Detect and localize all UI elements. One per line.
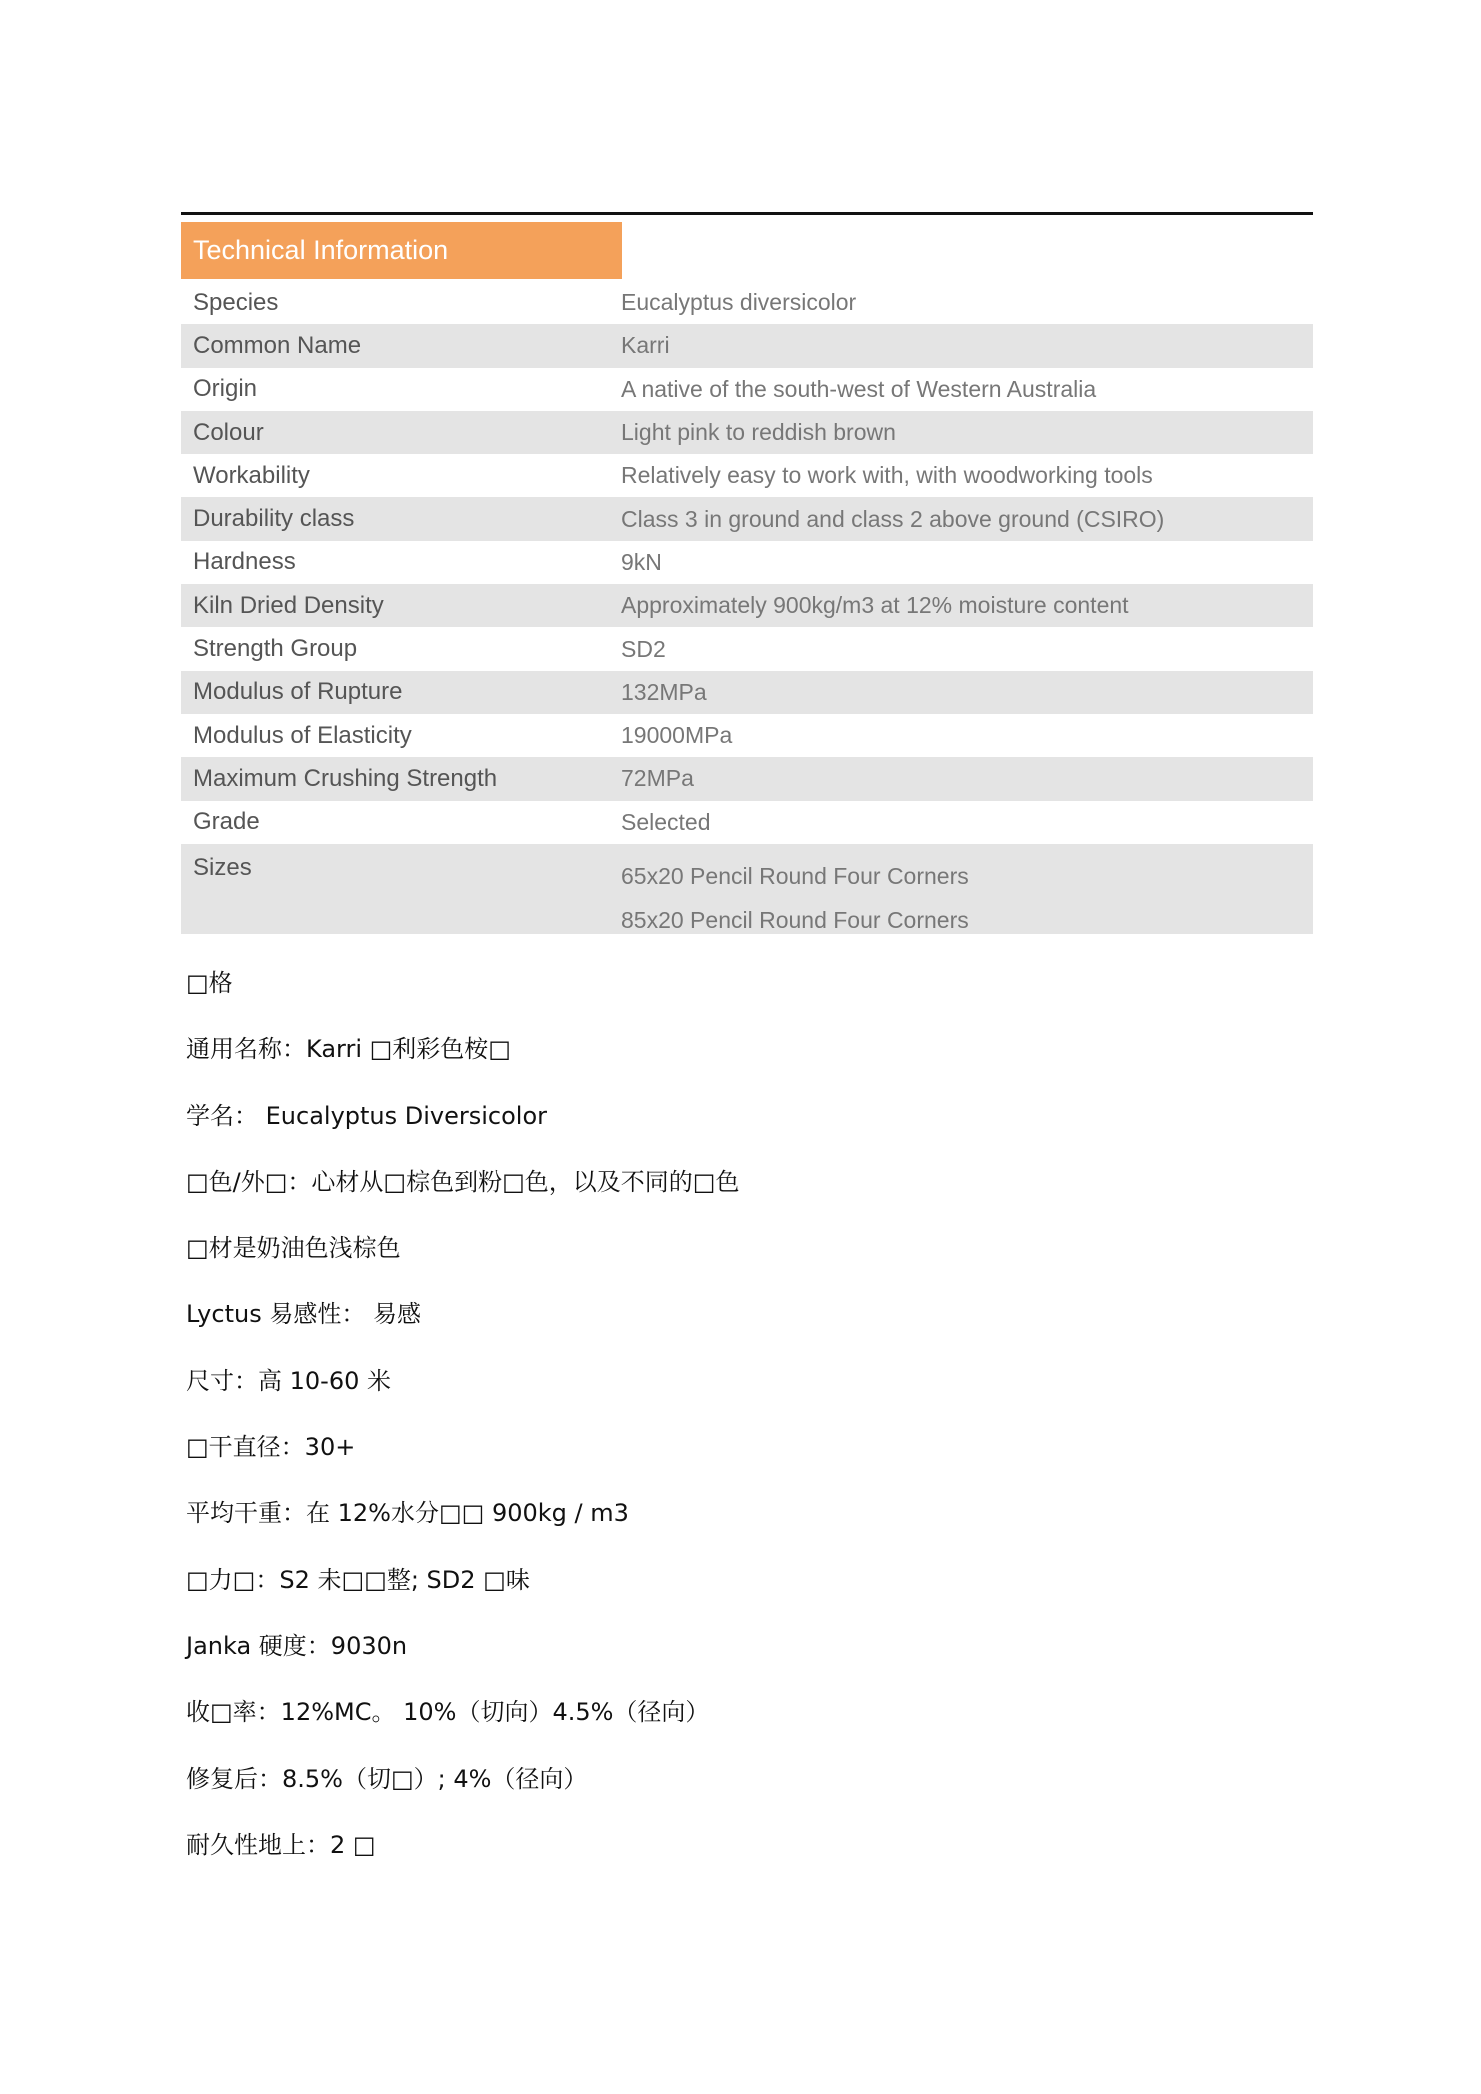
row-value: 9kN bbox=[621, 548, 662, 575]
row-key: Durability class bbox=[193, 505, 355, 533]
row-key: Sizes bbox=[193, 853, 252, 881]
row-value: Relatively easy to work with, with woodworking tools bbox=[621, 462, 1153, 489]
row-key: Kiln Dried Density bbox=[193, 591, 384, 619]
table-row bbox=[181, 541, 1313, 584]
table-row bbox=[181, 324, 1313, 367]
note-line: 尺寸：高 10-60 米 bbox=[186, 1366, 391, 1395]
row-value: Approximately 900kg/m3 at 12% moisture content bbox=[621, 592, 1129, 619]
row-key: Hardness bbox=[193, 548, 296, 576]
table-row bbox=[181, 411, 1313, 454]
table-row bbox=[181, 671, 1313, 714]
row-key: Grade bbox=[193, 808, 260, 836]
note-line: 修复后：8.5%（切□）; 4%（径向） bbox=[186, 1764, 588, 1793]
note-line: □材是奶油色浅棕色 bbox=[186, 1234, 401, 1263]
table-row bbox=[181, 714, 1313, 757]
row-value: SD2 bbox=[621, 635, 666, 662]
row-value: 132MPa bbox=[621, 678, 707, 705]
table-row bbox=[181, 584, 1313, 627]
row-value: Eucalyptus diversicolor bbox=[621, 289, 857, 316]
row-key: Modulus of Elasticity bbox=[193, 721, 412, 749]
note-line: Janka 硬度：9030n bbox=[186, 1631, 408, 1660]
note-line: 学名： Eucalyptus Diversicolor bbox=[186, 1101, 548, 1130]
row-key: Species bbox=[193, 288, 279, 316]
row-value: Class 3 in ground and class 2 above ground (CSIRO) bbox=[621, 505, 1165, 532]
table-row bbox=[181, 454, 1313, 497]
note-line: 收□率：12%MC。 10%（切向）4.5%（径向） bbox=[186, 1698, 710, 1727]
row-key: Modulus of Rupture bbox=[193, 678, 403, 706]
note-line: □色/外□：心材从□棕色到粉□色，以及不同的□色 bbox=[186, 1167, 740, 1196]
row-key: Strength Group bbox=[193, 635, 358, 663]
technical-information-table bbox=[181, 212, 1313, 934]
note-line: 耐久性地上：2 □ bbox=[186, 1830, 376, 1859]
row-value: Light pink to reddish brown bbox=[621, 419, 896, 446]
row-value: 72MPa bbox=[621, 765, 694, 792]
note-line: Lyctus 易感性： 易感 bbox=[186, 1300, 421, 1329]
row-key: Maximum Crushing Strength bbox=[193, 764, 498, 792]
table-row bbox=[181, 281, 1313, 324]
row-key: Colour bbox=[193, 418, 264, 446]
row-key: Common Name bbox=[193, 331, 362, 359]
table-header-row bbox=[181, 215, 1313, 281]
row-value: 19000MPa bbox=[621, 722, 733, 749]
note-line: □力□：S2 未□□整; SD2 □味 bbox=[186, 1565, 530, 1594]
table-row bbox=[181, 757, 1313, 800]
row-value-list bbox=[621, 844, 1313, 942]
row-value: A native of the south-west of Western Australia bbox=[621, 375, 1097, 402]
size-item: 85x20 Pencil Round Four Corners bbox=[621, 906, 969, 933]
row-value: Selected bbox=[621, 808, 711, 835]
table-row bbox=[181, 801, 1313, 844]
table-row bbox=[181, 368, 1313, 411]
row-key: Workability bbox=[193, 461, 310, 489]
size-item: 65x20 Pencil Round Four Corners bbox=[621, 862, 969, 889]
table-row bbox=[181, 627, 1313, 670]
note-line: □干直径：30+ bbox=[186, 1433, 356, 1462]
row-key: Origin bbox=[193, 375, 258, 403]
row-value: Karri bbox=[621, 332, 670, 359]
note-line: 平均干重：在 12%水分□□ 900kg / m3 bbox=[186, 1499, 629, 1528]
table-header-title: Technical Information bbox=[181, 222, 622, 279]
note-line: □格 bbox=[186, 969, 233, 997]
note-line: 通用名称：Karri □利彩色桉□ bbox=[186, 1035, 511, 1064]
chinese-notes bbox=[186, 968, 1286, 1896]
table-row bbox=[181, 497, 1313, 540]
table-row-sizes bbox=[181, 844, 1313, 934]
